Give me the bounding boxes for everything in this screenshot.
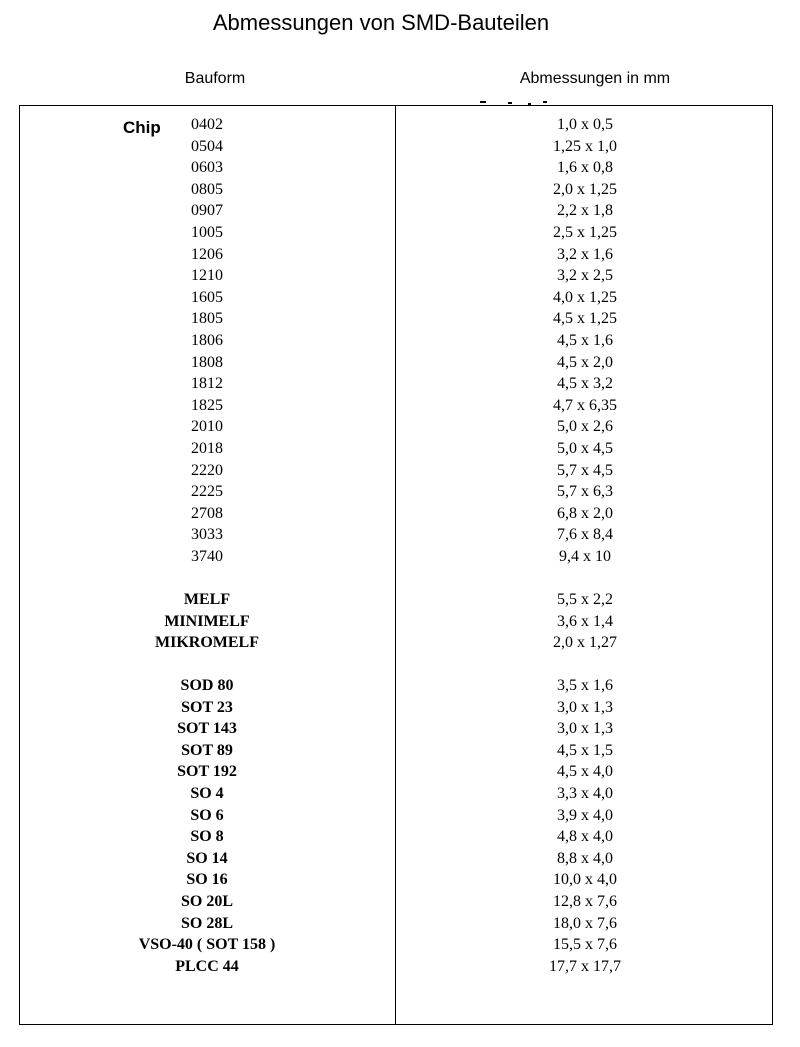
- dimension-cell: 5,0 x 4,5: [557, 440, 613, 457]
- table-row: [0, 934, 800, 956]
- dimension-cell: 7,6 x 8,4: [557, 526, 613, 544]
- dimension-cell: 2,2 x 1,8: [557, 202, 613, 220]
- dimension-cell: 2,0 x 1,25: [553, 180, 617, 198]
- table-row: [0, 805, 800, 827]
- table-row: [0, 675, 800, 697]
- dimension-cell: 4,5 x 1,5: [557, 741, 613, 759]
- table-row: [0, 761, 800, 783]
- table-row: [0, 416, 800, 438]
- dimension-cell: 4,8 x 4,0: [557, 828, 613, 846]
- dimension-cell: 1,25 x 1,0: [553, 137, 617, 155]
- dimension-cell: 10,0 x 4,0: [553, 871, 617, 889]
- column-header-bauform: Bauform: [184, 70, 246, 87]
- table-row: [0, 114, 800, 136]
- table-row: [0, 157, 800, 179]
- dimension-cell: 3,3 x 4,0: [557, 785, 613, 802]
- scan-speck: [528, 103, 531, 105]
- table-row: [0, 848, 800, 870]
- bauform-cell: 2010: [191, 418, 223, 436]
- table-row: [0, 783, 800, 805]
- bauform-cell: 1210: [191, 267, 223, 285]
- dimension-cell: 3,5 x 1,6: [557, 677, 613, 694]
- table-row: [0, 826, 800, 848]
- dimension-cell: 9,4 x 10: [559, 548, 611, 565]
- dimension-cell: 3,0 x 1,3: [557, 720, 613, 738]
- bauform-cell: VSO-40 ( SOT 158 ): [138, 936, 276, 954]
- bauform-cell: 0402: [191, 116, 223, 133]
- bauform-cell: MELF: [183, 591, 231, 608]
- table-row: [0, 891, 800, 913]
- bauform-cell: MINIMELF: [164, 612, 250, 630]
- dimension-cell: 5,0 x 2,6: [557, 418, 613, 436]
- table-row: [0, 697, 800, 719]
- bauform-cell: SO 6: [190, 806, 224, 824]
- table-row: [0, 546, 800, 568]
- table-row: [0, 395, 800, 417]
- table-row: [0, 222, 800, 244]
- bauform-cell: MIKROMELF: [155, 634, 259, 652]
- bauform-cell: 3033: [191, 526, 223, 544]
- table-row: [0, 352, 800, 374]
- table-row: [0, 632, 800, 654]
- column-header-abmessungen: Abmessungen in mm: [519, 70, 671, 87]
- table-row: [0, 481, 800, 503]
- table-row: [0, 956, 800, 978]
- dimension-cell: 3,2 x 1,6: [557, 245, 613, 263]
- bauform-cell: SOT 23: [181, 698, 233, 716]
- bauform-cell: SO 16: [186, 871, 228, 889]
- bauform-cell: SOT 89: [181, 741, 233, 759]
- scan-speck: [480, 101, 486, 103]
- bauform-cell: 0805: [191, 180, 223, 198]
- table-row: [0, 460, 800, 482]
- dimension-cell: 12,8 x 7,6: [553, 893, 617, 910]
- dimension-cell: 4,7 x 6,35: [553, 396, 617, 414]
- page-title: Abmessungen von SMD-Bauteilen: [212, 10, 550, 35]
- bauform-cell: 0907: [191, 202, 223, 220]
- scan-speck: [543, 101, 547, 103]
- dimension-cell: 5,7 x 6,3: [557, 483, 613, 501]
- table-row: [0, 611, 800, 633]
- table-row: [0, 373, 800, 395]
- bauform-cell: 0504: [191, 137, 223, 155]
- dimension-cell: 2,5 x 1,25: [553, 224, 617, 241]
- table-row: [0, 179, 800, 201]
- dimension-cell: 3,6 x 1,4: [557, 612, 613, 630]
- table-row: [0, 503, 800, 525]
- dimension-cell: 17,7 x 17,7: [549, 957, 621, 975]
- bauform-cell: SO 14: [186, 849, 228, 867]
- table-row: [0, 287, 800, 309]
- dimension-cell: 4,5 x 2,0: [557, 353, 613, 371]
- bauform-cell: 1806: [191, 332, 223, 349]
- table-row: [0, 438, 800, 460]
- scan-speck: [508, 102, 512, 104]
- dimension-cell: 3,0 x 1,3: [557, 698, 613, 716]
- bauform-cell: 1812: [191, 375, 223, 393]
- dimension-cell: 5,5 x 2,2: [557, 591, 613, 608]
- dimension-cell: 5,7 x 4,5: [557, 461, 613, 479]
- table-row: [0, 308, 800, 330]
- bauform-cell: 1005: [191, 224, 223, 241]
- bauform-cell: 2225: [191, 483, 223, 501]
- dimension-cell: 4,5 x 1,6: [557, 332, 613, 349]
- table-row: [0, 740, 800, 762]
- bauform-cell: SO 20L: [180, 893, 233, 910]
- table-row: [0, 136, 800, 158]
- bauform-cell: SO 28L: [180, 914, 233, 932]
- table-row: [0, 589, 800, 611]
- dimension-cell: 4,5 x 4,0: [557, 763, 613, 781]
- bauform-cell: SO 4: [190, 785, 224, 802]
- table-row: [0, 244, 800, 266]
- dimension-cell: 4,0 x 1,25: [553, 288, 617, 306]
- dimension-cell: 1,0 x 0,5: [557, 116, 613, 133]
- table-row: [0, 524, 800, 546]
- bauform-cell: 2220: [191, 461, 223, 479]
- bauform-cell: 1206: [191, 245, 223, 263]
- bauform-cell: SOD 80: [180, 677, 234, 694]
- bauform-cell: 1805: [191, 310, 223, 328]
- bauform-cell: 2018: [191, 440, 223, 457]
- bauform-cell: 0603: [191, 159, 223, 177]
- bauform-cell: 1808: [191, 353, 223, 371]
- bauform-cell: 1825: [191, 396, 223, 414]
- dimension-cell: 1,6 x 0,8: [557, 159, 613, 177]
- dimension-cell: 18,0 x 7,6: [553, 914, 617, 932]
- bauform-cell: SO 8: [190, 828, 224, 846]
- dimension-cell: 15,5 x 7,6: [553, 936, 617, 954]
- bauform-cell: SOT 143: [177, 720, 237, 738]
- dimension-cell: 6,8 x 2,0: [557, 504, 613, 522]
- dimension-cell: 4,5 x 1,25: [553, 310, 617, 328]
- dimension-cell: 2,0 x 1,27: [553, 634, 617, 652]
- group-label-chip: Chip: [123, 118, 161, 137]
- table-row: [0, 869, 800, 891]
- table-row: [0, 330, 800, 352]
- table-row: [0, 200, 800, 222]
- table-row: [0, 265, 800, 287]
- dimension-cell: 8,8 x 4,0: [557, 849, 613, 867]
- bauform-cell: SOT 192: [177, 763, 237, 781]
- dimension-cell: 4,5 x 3,2: [557, 375, 613, 393]
- bauform-cell: PLCC 44: [175, 957, 239, 975]
- bauform-cell: 3740: [191, 548, 223, 565]
- bauform-cell: 1605: [191, 288, 223, 306]
- dimension-cell: 3,2 x 2,5: [557, 267, 613, 285]
- table-row: [0, 913, 800, 935]
- table-row: [0, 718, 800, 740]
- dimension-cell: 3,9 x 4,0: [557, 806, 613, 824]
- bauform-cell: 2708: [191, 504, 223, 522]
